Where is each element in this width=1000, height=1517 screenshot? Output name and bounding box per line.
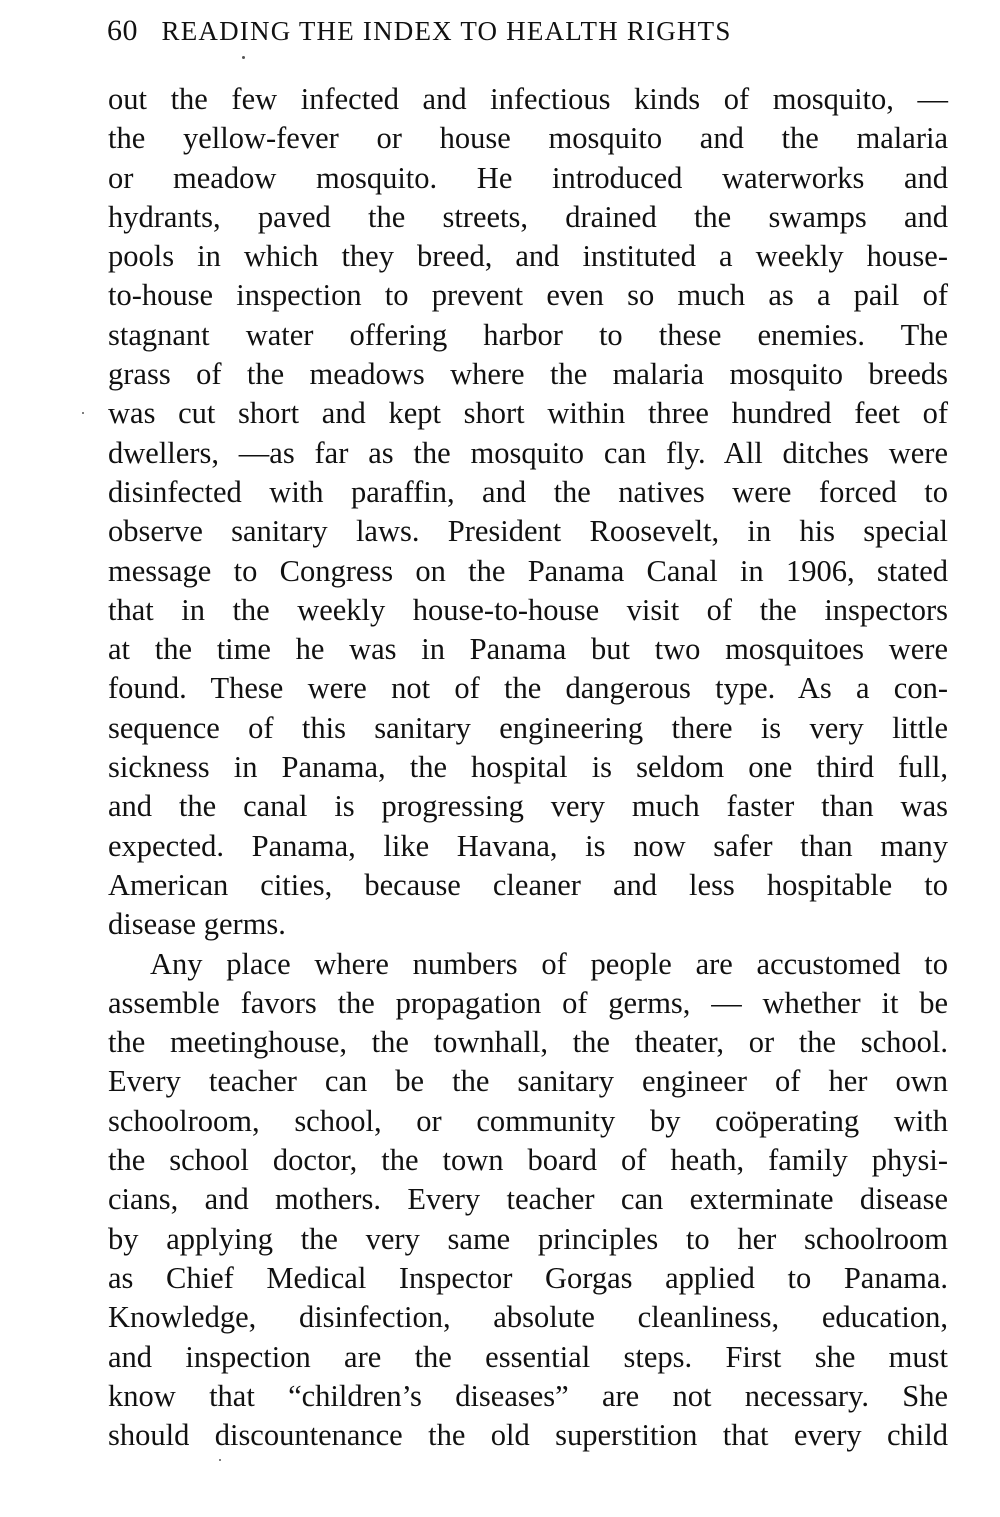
text-line: grass of the meadows where the malaria mosquito breeds [108, 357, 948, 392]
text-line: or meadow mosquito. He introduced waterworks and [108, 160, 948, 195]
text-line: message to Congress on the Panama Canal in 1906, stated [108, 553, 948, 588]
text-line: sequence of this sanitary engineering there is very little [108, 710, 948, 745]
text-line: pools in which they breed, and instituted a weekly house- [108, 239, 948, 274]
running-head: READING THE INDEX TO HEALTH RIGHTS [161, 16, 732, 46]
body-text [108, 80, 948, 1455]
text-line: cians, and mothers. Every teacher can exterminate disease [108, 1182, 948, 1217]
text-line: out the few infected and infectious kinds of mosquito, — [108, 82, 948, 116]
page-header [107, 14, 907, 54]
text-line: sickness in Panama, the hospital is seldom one third full, [108, 750, 948, 785]
text-line: by applying the very same principles to her schoolroom [108, 1221, 948, 1256]
text-line: to-house inspection to prevent even so much as a pail of [108, 278, 948, 313]
text-line: Every teacher can be the sanitary engineer of her own [108, 1064, 948, 1099]
text-line: schoolroom, school, or community by coöperating with [108, 1103, 948, 1138]
text-line: found. These were not of the dangerous type. As a con- [108, 671, 948, 706]
text-line: the yellow-fever or house mosquito and the malaria [108, 121, 948, 156]
text-line: that in the weekly house-to-house visit of the inspectors [108, 592, 948, 627]
text-line: disease germs. [108, 907, 286, 942]
text-line: as Chief Medical Inspector Gorgas applied to Panama. [108, 1260, 948, 1295]
page-number: 60 [107, 14, 138, 47]
text-line: know that “children’s diseases” are not necessary. She [108, 1378, 948, 1413]
scan-speck [82, 412, 84, 414]
scan-speck [242, 56, 245, 59]
text-line: and inspection are the essential steps. First she must [108, 1339, 948, 1374]
text-line: the school doctor, the town board of heath, family physi- [108, 1143, 948, 1178]
paragraph-start-line: Any place where numbers of people are accustomed to [150, 946, 948, 981]
text-line: stagnant water offering harbor to these enemies. The [108, 317, 948, 352]
scan-speck [219, 1459, 221, 1461]
text-line: hydrants, paved the streets, drained the swamps and [108, 199, 948, 234]
text-line: observe sanitary laws. President Roosevelt, in his special [108, 514, 948, 549]
text-line: American cities, because cleaner and less hospitable to [108, 867, 948, 902]
text-line: assemble favors the propagation of germs, — whether it be [108, 985, 948, 1020]
text-line: and the canal is progressing very much faster than was [108, 789, 948, 824]
text-line: at the time he was in Panama but two mosquitoes were [108, 632, 948, 667]
text-line: expected. Panama, like Havana, is now safer than many [108, 828, 948, 863]
text-line: disinfected with paraffin, and the natives were forced to [108, 474, 948, 509]
text-line: should discountenance the old superstition that every child [108, 1418, 948, 1453]
text-line: the meetinghouse, the townhall, the theater, or the school. [108, 1025, 948, 1060]
text-line: was cut short and kept short within three hundred feet of [108, 396, 948, 431]
text-line: Knowledge, disinfection, absolute cleanliness, education, [108, 1300, 948, 1335]
text-line: dwellers, —as far as the mosquito can fly. All ditches were [108, 435, 948, 470]
